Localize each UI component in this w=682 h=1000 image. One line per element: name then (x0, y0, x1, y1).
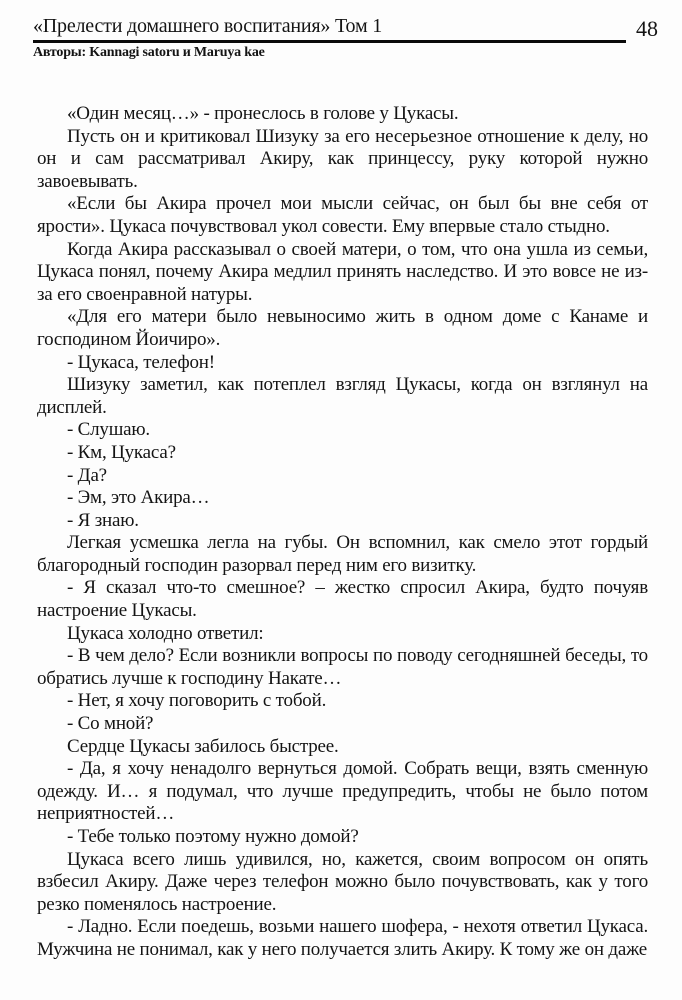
page-number: 48 (636, 16, 658, 41)
paragraph: - Я знаю. (67, 509, 139, 531)
paragraph: - Да? (67, 464, 107, 486)
paragraph: Легкая усмешка легла на губы. Он вспомнил, как смело этот гордый благородный господин разорвал перед ним его визитку. (37, 532, 648, 576)
paragraph: Сердце Цукасы забилось быстрее. (67, 735, 339, 757)
paragraph: - Км, Цукаса? (67, 441, 176, 463)
paragraph: «Для его матери было невыносимо жить в одном доме с Канаме и господином Йоичиро». (37, 306, 648, 350)
paragraph: Цукаса всего лишь удивился, но, кажется, своим вопросом он опять взбесил Акиру. Даже через телефон можно было почувствовать, как у того резко поменялось настроение. (37, 848, 648, 915)
header-title-row (33, 15, 658, 43)
paragraph: - Я сказал что-то смешное? – жестко спросил Акира, будто почуяв настроение Цукасы. (37, 577, 648, 622)
paragraph: - В чем дело? Если возникли вопросы по поводу сегодняшней беседы, то обратись лучше к господину Накате… (37, 645, 648, 689)
paragraph: - Цукаса, телефон! (67, 351, 215, 373)
paragraph: «Если бы Акира прочел мои мысли сейчас, он был бы вне себя от ярости». Цукаса почувствовал укол совести. Ему впервые стало стыдно. (37, 193, 648, 237)
paragraph: - Слушаю. (67, 419, 150, 441)
paragraph: Шизуку заметил, как потеплел взгляд Цукасы, когда он взглянул на дисплей. (37, 374, 648, 418)
paragraph: «Один месяц…» - пронеслось в голове у Цукасы. (67, 103, 459, 124)
book-title: «Прелести домашнего воспитания» Том 1 (33, 15, 626, 43)
paragraph: - Ладно. Если поедешь, возьми нашего шофера, - нехотя ответил Цукаса. Мужчина не понимал, как у него получается злить Акиру. К тому же он даже (37, 916, 648, 960)
page-header (0, 0, 682, 61)
paragraph: - Тебе только поэтому нужно домой? (67, 826, 359, 847)
paragraph: - Эм, это Акира… (67, 487, 210, 509)
paragraph: - Да, я хочу ненадолго вернуться домой. Собрать вещи, взять сменную одежду. И… я подумал, что лучше предупредить, чтобы не было потом неприятностей… (37, 758, 648, 825)
authors-line: Авторы: Kannagi satoru и Maruya kae (33, 45, 265, 60)
paragraph: Когда Акира рассказывал о своей матери, о том, что она ушла из семьи, Цукаса понял, почему Акира медлил принять наследство. И это вовсе не из-за его своенравной натуры. (37, 238, 648, 305)
paragraph: - Со мной? (67, 713, 154, 735)
paragraph: Пусть он и критиковал Шизуку за его несерьезное отношение к делу, но он и сам рассматривал Акиру, как принцессу, руку которой нужно завоевывать. (37, 125, 648, 192)
paragraph: Цукаса холодно ответил: (67, 622, 264, 644)
paragraph: - Нет, я хочу поговорить с тобой. (67, 690, 327, 712)
page-body (37, 103, 648, 962)
